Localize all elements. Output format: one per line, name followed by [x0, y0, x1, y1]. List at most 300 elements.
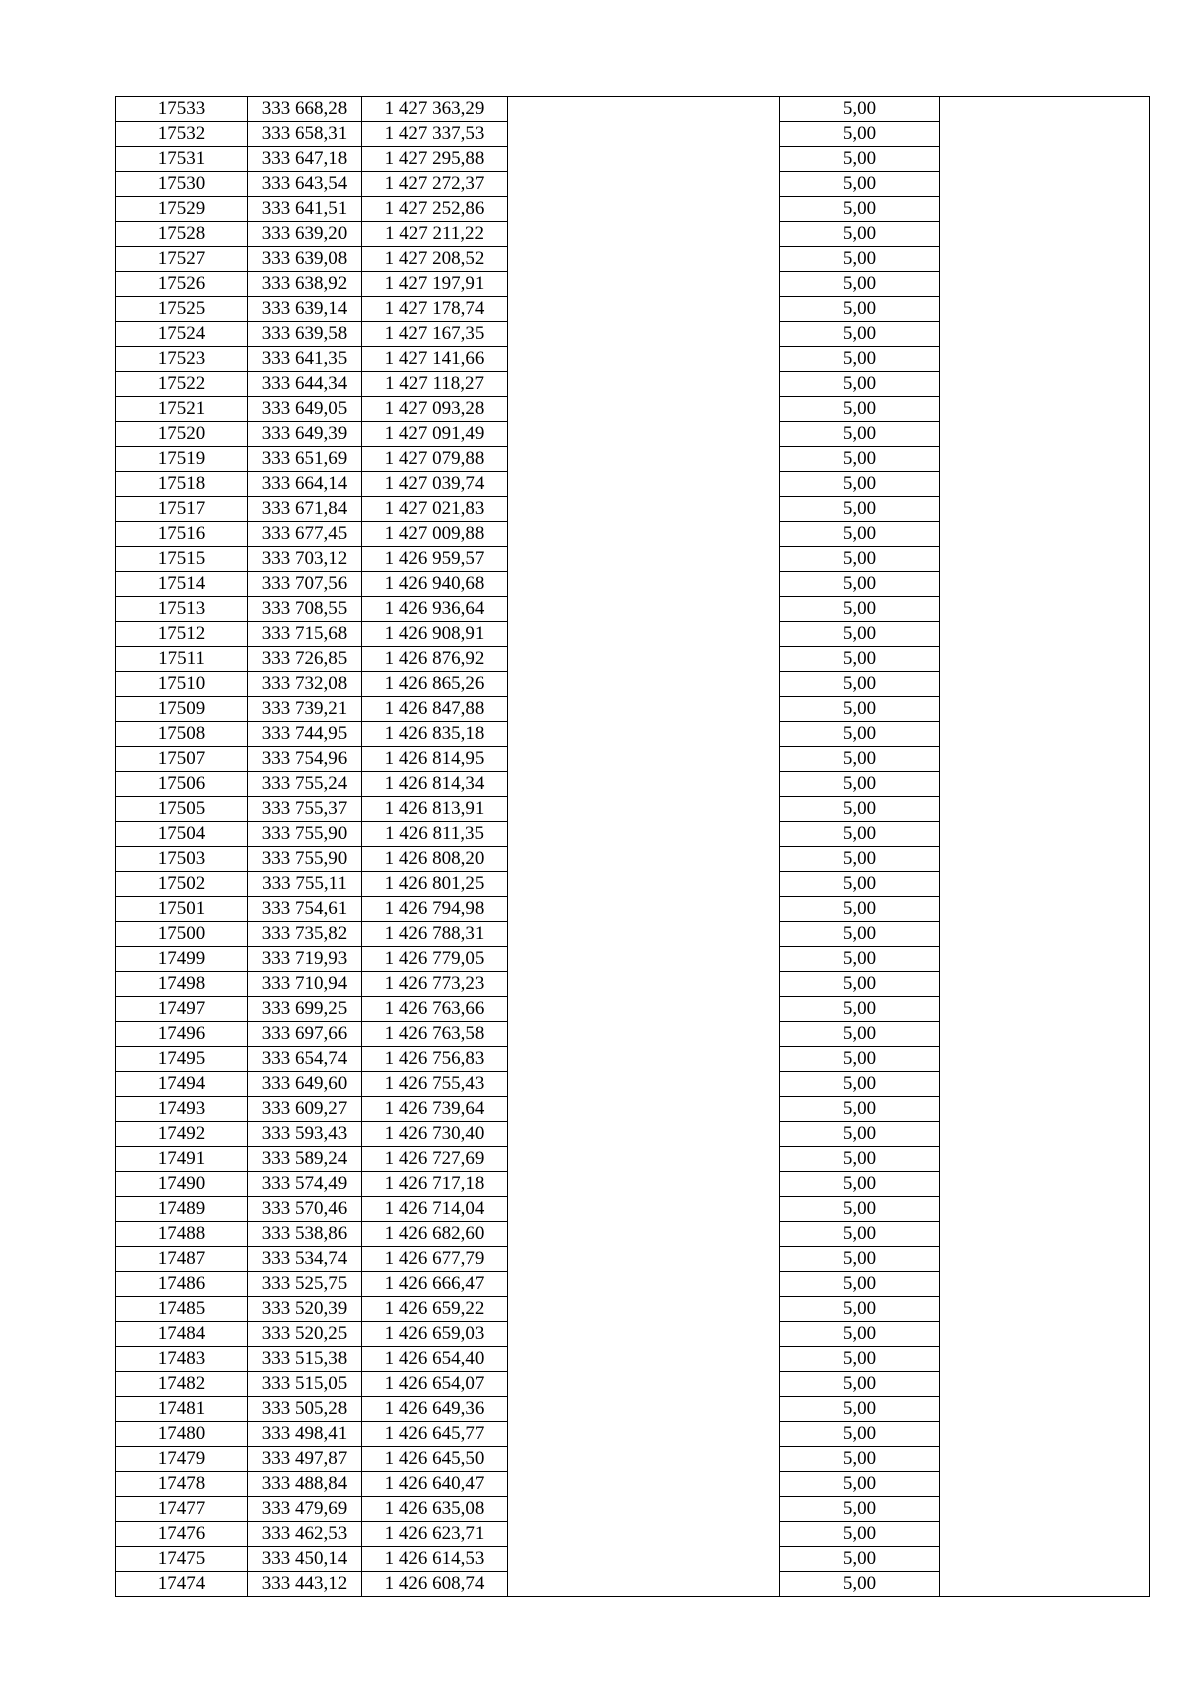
y-coordinate-cell: 1 426 814,34: [362, 772, 508, 797]
empty-cell: [508, 322, 780, 347]
empty-cell: [508, 1422, 780, 1447]
value-cell: 5,00: [780, 297, 940, 322]
x-coordinate-cell: 333 649,39: [248, 422, 362, 447]
empty-cell: [508, 1522, 780, 1547]
table-row: [116, 622, 1150, 647]
empty-cell: [940, 147, 1150, 172]
y-coordinate-cell: 1 427 009,88: [362, 522, 508, 547]
y-coordinate-cell: 1 427 295,88: [362, 147, 508, 172]
x-coordinate-cell: 333 735,82: [248, 922, 362, 947]
x-coordinate-cell: 333 641,51: [248, 197, 362, 222]
x-coordinate-cell: 333 515,38: [248, 1347, 362, 1372]
value-cell: 5,00: [780, 272, 940, 297]
x-coordinate-cell: 333 497,87: [248, 1447, 362, 1472]
value-cell: 5,00: [780, 372, 940, 397]
x-coordinate-cell: 333 647,18: [248, 147, 362, 172]
empty-cell: [940, 272, 1150, 297]
value-cell: 5,00: [780, 1572, 940, 1597]
y-coordinate-cell: 1 426 730,40: [362, 1122, 508, 1147]
point-number-cell: 17480: [116, 1422, 248, 1447]
point-number-cell: 17506: [116, 772, 248, 797]
y-coordinate-cell: 1 426 940,68: [362, 572, 508, 597]
x-coordinate-cell: 333 715,68: [248, 622, 362, 647]
table-row: [116, 997, 1150, 1022]
y-coordinate-cell: 1 427 178,74: [362, 297, 508, 322]
table-row: [116, 722, 1150, 747]
y-coordinate-cell: 1 426 794,98: [362, 897, 508, 922]
value-cell: 5,00: [780, 1147, 940, 1172]
table-row: [116, 1222, 1150, 1247]
empty-cell: [508, 1247, 780, 1272]
point-number-cell: 17533: [116, 97, 248, 122]
table-row: [116, 772, 1150, 797]
empty-cell: [508, 247, 780, 272]
point-number-cell: 17512: [116, 622, 248, 647]
point-number-cell: 17502: [116, 872, 248, 897]
empty-cell: [940, 1147, 1150, 1172]
y-coordinate-cell: 1 426 635,08: [362, 1497, 508, 1522]
table-row: [116, 97, 1150, 122]
empty-cell: [940, 772, 1150, 797]
y-coordinate-cell: 1 427 021,83: [362, 497, 508, 522]
x-coordinate-cell: 333 593,43: [248, 1122, 362, 1147]
value-cell: 5,00: [780, 1297, 940, 1322]
point-number-cell: 17518: [116, 472, 248, 497]
value-cell: 5,00: [780, 447, 940, 472]
x-coordinate-cell: 333 703,12: [248, 547, 362, 572]
x-coordinate-cell: 333 479,69: [248, 1497, 362, 1522]
value-cell: 5,00: [780, 622, 940, 647]
empty-cell: [508, 1272, 780, 1297]
empty-cell: [508, 1322, 780, 1347]
empty-cell: [508, 647, 780, 672]
empty-cell: [508, 197, 780, 222]
x-coordinate-cell: 333 664,14: [248, 472, 362, 497]
x-coordinate-cell: 333 726,85: [248, 647, 362, 672]
y-coordinate-cell: 1 426 808,20: [362, 847, 508, 872]
y-coordinate-cell: 1 426 763,58: [362, 1022, 508, 1047]
empty-cell: [508, 172, 780, 197]
empty-cell: [508, 347, 780, 372]
empty-cell: [940, 1247, 1150, 1272]
value-cell: 5,00: [780, 897, 940, 922]
empty-cell: [940, 1572, 1150, 1597]
table-row: [116, 872, 1150, 897]
y-coordinate-cell: 1 426 682,60: [362, 1222, 508, 1247]
empty-cell: [508, 772, 780, 797]
point-number-cell: 17529: [116, 197, 248, 222]
table-row: [116, 1522, 1150, 1547]
empty-cell: [940, 1547, 1150, 1572]
table-row: [116, 522, 1150, 547]
y-coordinate-cell: 1 427 118,27: [362, 372, 508, 397]
table-row: [116, 247, 1150, 272]
y-coordinate-cell: 1 426 763,66: [362, 997, 508, 1022]
value-cell: 5,00: [780, 1072, 940, 1097]
point-number-cell: 17489: [116, 1197, 248, 1222]
empty-cell: [940, 922, 1150, 947]
x-coordinate-cell: 333 644,34: [248, 372, 362, 397]
empty-cell: [508, 597, 780, 622]
value-cell: 5,00: [780, 497, 940, 522]
x-coordinate-cell: 333 639,58: [248, 322, 362, 347]
y-coordinate-cell: 1 426 847,88: [362, 697, 508, 722]
value-cell: 5,00: [780, 1097, 940, 1122]
point-number-cell: 17491: [116, 1147, 248, 1172]
value-cell: 5,00: [780, 1047, 940, 1072]
value-cell: 5,00: [780, 1372, 940, 1397]
value-cell: 5,00: [780, 722, 940, 747]
table-row: [116, 122, 1150, 147]
empty-cell: [940, 1497, 1150, 1522]
empty-cell: [940, 1172, 1150, 1197]
point-number-cell: 17490: [116, 1172, 248, 1197]
y-coordinate-cell: 1 426 727,69: [362, 1147, 508, 1172]
empty-cell: [940, 647, 1150, 672]
value-cell: 5,00: [780, 1172, 940, 1197]
y-coordinate-cell: 1 426 739,64: [362, 1097, 508, 1122]
coordinates-table: [115, 96, 1150, 1597]
empty-cell: [940, 397, 1150, 422]
empty-cell: [940, 1372, 1150, 1397]
empty-cell: [940, 197, 1150, 222]
point-number-cell: 17477: [116, 1497, 248, 1522]
point-number-cell: 17478: [116, 1472, 248, 1497]
point-number-cell: 17509: [116, 697, 248, 722]
y-coordinate-cell: 1 426 677,79: [362, 1247, 508, 1272]
y-coordinate-cell: 1 427 208,52: [362, 247, 508, 272]
point-number-cell: 17531: [116, 147, 248, 172]
point-number-cell: 17501: [116, 897, 248, 922]
point-number-cell: 17513: [116, 597, 248, 622]
point-number-cell: 17527: [116, 247, 248, 272]
empty-cell: [508, 1222, 780, 1247]
point-number-cell: 17475: [116, 1547, 248, 1572]
value-cell: 5,00: [780, 1322, 940, 1347]
table-row: [116, 1547, 1150, 1572]
y-coordinate-cell: 1 427 211,22: [362, 222, 508, 247]
value-cell: 5,00: [780, 822, 940, 847]
point-number-cell: 17497: [116, 997, 248, 1022]
empty-cell: [508, 797, 780, 822]
x-coordinate-cell: 333 697,66: [248, 1022, 362, 1047]
point-number-cell: 17520: [116, 422, 248, 447]
empty-cell: [940, 222, 1150, 247]
table-row: [116, 1472, 1150, 1497]
table-row: [116, 1172, 1150, 1197]
value-cell: 5,00: [780, 922, 940, 947]
empty-cell: [508, 1172, 780, 1197]
empty-cell: [940, 1397, 1150, 1422]
table-row: [116, 372, 1150, 397]
table-row: [116, 172, 1150, 197]
empty-cell: [940, 1447, 1150, 1472]
value-cell: 5,00: [780, 1247, 940, 1272]
table-row: [116, 547, 1150, 572]
empty-cell: [940, 422, 1150, 447]
x-coordinate-cell: 333 538,86: [248, 1222, 362, 1247]
value-cell: 5,00: [780, 197, 940, 222]
x-coordinate-cell: 333 520,25: [248, 1322, 362, 1347]
empty-cell: [508, 1572, 780, 1597]
empty-cell: [508, 1147, 780, 1172]
value-cell: 5,00: [780, 472, 940, 497]
y-coordinate-cell: 1 427 197,91: [362, 272, 508, 297]
point-number-cell: 17500: [116, 922, 248, 947]
table-row: [116, 297, 1150, 322]
x-coordinate-cell: 333 643,54: [248, 172, 362, 197]
empty-cell: [508, 472, 780, 497]
empty-cell: [508, 622, 780, 647]
y-coordinate-cell: 1 426 801,25: [362, 872, 508, 897]
empty-cell: [940, 1472, 1150, 1497]
empty-cell: [508, 822, 780, 847]
table-row: [116, 1072, 1150, 1097]
x-coordinate-cell: 333 739,21: [248, 697, 362, 722]
empty-cell: [940, 847, 1150, 872]
point-number-cell: 17507: [116, 747, 248, 772]
empty-cell: [940, 1022, 1150, 1047]
empty-cell: [940, 1347, 1150, 1372]
y-coordinate-cell: 1 427 093,28: [362, 397, 508, 422]
point-number-cell: 17522: [116, 372, 248, 397]
value-cell: 5,00: [780, 972, 940, 997]
table-row: [116, 1097, 1150, 1122]
point-number-cell: 17511: [116, 647, 248, 672]
x-coordinate-cell: 333 732,08: [248, 672, 362, 697]
table-row: [116, 797, 1150, 822]
y-coordinate-cell: 1 426 640,47: [362, 1472, 508, 1497]
value-cell: 5,00: [780, 772, 940, 797]
point-number-cell: 17525: [116, 297, 248, 322]
point-number-cell: 17494: [116, 1072, 248, 1097]
table-row: [116, 322, 1150, 347]
empty-cell: [940, 597, 1150, 622]
value-cell: 5,00: [780, 222, 940, 247]
y-coordinate-cell: 1 427 337,53: [362, 122, 508, 147]
table-row: [116, 822, 1150, 847]
x-coordinate-cell: 333 450,14: [248, 1547, 362, 1572]
x-coordinate-cell: 333 488,84: [248, 1472, 362, 1497]
value-cell: 5,00: [780, 122, 940, 147]
point-number-cell: 17479: [116, 1447, 248, 1472]
x-coordinate-cell: 333 638,92: [248, 272, 362, 297]
y-coordinate-cell: 1 427 272,37: [362, 172, 508, 197]
empty-cell: [940, 447, 1150, 472]
table-row: [116, 1397, 1150, 1422]
x-coordinate-cell: 333 462,53: [248, 1522, 362, 1547]
value-cell: 5,00: [780, 872, 940, 897]
point-number-cell: 17485: [116, 1297, 248, 1322]
y-coordinate-cell: 1 426 811,35: [362, 822, 508, 847]
value-cell: 5,00: [780, 1422, 940, 1447]
empty-cell: [940, 322, 1150, 347]
y-coordinate-cell: 1 426 654,40: [362, 1347, 508, 1372]
x-coordinate-cell: 333 534,74: [248, 1247, 362, 1272]
point-number-cell: 17481: [116, 1397, 248, 1422]
x-coordinate-cell: 333 677,45: [248, 522, 362, 547]
table-row: [116, 1247, 1150, 1272]
y-coordinate-cell: 1 426 623,71: [362, 1522, 508, 1547]
empty-cell: [508, 922, 780, 947]
empty-cell: [508, 1547, 780, 1572]
empty-cell: [508, 872, 780, 897]
point-number-cell: 17505: [116, 797, 248, 822]
value-cell: 5,00: [780, 847, 940, 872]
y-coordinate-cell: 1 426 645,50: [362, 1447, 508, 1472]
empty-cell: [940, 297, 1150, 322]
point-number-cell: 17504: [116, 822, 248, 847]
point-number-cell: 17508: [116, 722, 248, 747]
x-coordinate-cell: 333 651,69: [248, 447, 362, 472]
empty-cell: [940, 897, 1150, 922]
empty-cell: [508, 422, 780, 447]
x-coordinate-cell: 333 520,39: [248, 1297, 362, 1322]
y-coordinate-cell: 1 427 091,49: [362, 422, 508, 447]
empty-cell: [940, 522, 1150, 547]
y-coordinate-cell: 1 427 363,29: [362, 97, 508, 122]
value-cell: 5,00: [780, 1122, 940, 1147]
empty-cell: [508, 1347, 780, 1372]
table-row: [116, 1272, 1150, 1297]
value-cell: 5,00: [780, 1197, 940, 1222]
point-number-cell: 17482: [116, 1372, 248, 1397]
empty-cell: [940, 797, 1150, 822]
value-cell: 5,00: [780, 247, 940, 272]
value-cell: 5,00: [780, 172, 940, 197]
empty-cell: [940, 747, 1150, 772]
value-cell: 5,00: [780, 1022, 940, 1047]
empty-cell: [508, 1197, 780, 1222]
value-cell: 5,00: [780, 572, 940, 597]
point-number-cell: 17532: [116, 122, 248, 147]
table-row: [116, 447, 1150, 472]
point-number-cell: 17483: [116, 1347, 248, 1372]
y-coordinate-cell: 1 426 908,91: [362, 622, 508, 647]
table-row: [116, 422, 1150, 447]
x-coordinate-cell: 333 707,56: [248, 572, 362, 597]
y-coordinate-cell: 1 427 252,86: [362, 197, 508, 222]
point-number-cell: 17524: [116, 322, 248, 347]
empty-cell: [940, 997, 1150, 1022]
y-coordinate-cell: 1 426 959,57: [362, 547, 508, 572]
y-coordinate-cell: 1 427 039,74: [362, 472, 508, 497]
empty-cell: [940, 1322, 1150, 1347]
point-number-cell: 17514: [116, 572, 248, 597]
empty-cell: [940, 122, 1150, 147]
point-number-cell: 17523: [116, 347, 248, 372]
x-coordinate-cell: 333 589,24: [248, 1147, 362, 1172]
empty-cell: [940, 622, 1150, 647]
empty-cell: [508, 897, 780, 922]
point-number-cell: 17516: [116, 522, 248, 547]
value-cell: 5,00: [780, 322, 940, 347]
value-cell: 5,00: [780, 747, 940, 772]
x-coordinate-cell: 333 744,95: [248, 722, 362, 747]
empty-cell: [940, 1072, 1150, 1097]
value-cell: 5,00: [780, 697, 940, 722]
x-coordinate-cell: 333 525,75: [248, 1272, 362, 1297]
x-coordinate-cell: 333 699,25: [248, 997, 362, 1022]
y-coordinate-cell: 1 426 814,95: [362, 747, 508, 772]
empty-cell: [940, 1197, 1150, 1222]
point-number-cell: 17503: [116, 847, 248, 872]
table-row: [116, 1197, 1150, 1222]
value-cell: 5,00: [780, 1272, 940, 1297]
x-coordinate-cell: 333 639,20: [248, 222, 362, 247]
empty-cell: [508, 1497, 780, 1522]
value-cell: 5,00: [780, 422, 940, 447]
point-number-cell: 17486: [116, 1272, 248, 1297]
x-coordinate-cell: 333 719,93: [248, 947, 362, 972]
x-coordinate-cell: 333 755,90: [248, 847, 362, 872]
empty-cell: [940, 172, 1150, 197]
y-coordinate-cell: 1 427 141,66: [362, 347, 508, 372]
y-coordinate-cell: 1 426 788,31: [362, 922, 508, 947]
point-number-cell: 17515: [116, 547, 248, 572]
empty-cell: [508, 1097, 780, 1122]
table-row: [116, 972, 1150, 997]
value-cell: 5,00: [780, 1522, 940, 1547]
table-row: [116, 1422, 1150, 1447]
empty-cell: [508, 1472, 780, 1497]
empty-cell: [940, 247, 1150, 272]
x-coordinate-cell: 333 755,90: [248, 822, 362, 847]
y-coordinate-cell: 1 426 865,26: [362, 672, 508, 697]
table-row: [116, 1447, 1150, 1472]
table-row: [116, 397, 1150, 422]
table-row: [116, 272, 1150, 297]
x-coordinate-cell: 333 755,24: [248, 772, 362, 797]
y-coordinate-cell: 1 426 666,47: [362, 1272, 508, 1297]
point-number-cell: 17487: [116, 1247, 248, 1272]
x-coordinate-cell: 333 755,37: [248, 797, 362, 822]
y-coordinate-cell: 1 426 876,92: [362, 647, 508, 672]
point-number-cell: 17530: [116, 172, 248, 197]
x-coordinate-cell: 333 708,55: [248, 597, 362, 622]
point-number-cell: 17488: [116, 1222, 248, 1247]
table-row: [116, 572, 1150, 597]
y-coordinate-cell: 1 426 649,36: [362, 1397, 508, 1422]
empty-cell: [508, 1372, 780, 1397]
empty-cell: [508, 222, 780, 247]
y-coordinate-cell: 1 426 835,18: [362, 722, 508, 747]
table-row: [116, 847, 1150, 872]
empty-cell: [940, 872, 1150, 897]
point-number-cell: 17493: [116, 1097, 248, 1122]
table-row: [116, 1047, 1150, 1072]
empty-cell: [940, 1297, 1150, 1322]
point-number-cell: 17474: [116, 1572, 248, 1597]
empty-cell: [940, 947, 1150, 972]
empty-cell: [940, 1047, 1150, 1072]
empty-cell: [508, 547, 780, 572]
empty-cell: [508, 722, 780, 747]
empty-cell: [508, 747, 780, 772]
x-coordinate-cell: 333 654,74: [248, 1047, 362, 1072]
x-coordinate-cell: 333 443,12: [248, 1572, 362, 1597]
empty-cell: [940, 572, 1150, 597]
value-cell: 5,00: [780, 97, 940, 122]
x-coordinate-cell: 333 649,60: [248, 1072, 362, 1097]
value-cell: 5,00: [780, 397, 940, 422]
point-number-cell: 17521: [116, 397, 248, 422]
y-coordinate-cell: 1 426 659,03: [362, 1322, 508, 1347]
empty-cell: [508, 297, 780, 322]
point-number-cell: 17517: [116, 497, 248, 522]
x-coordinate-cell: 333 755,11: [248, 872, 362, 897]
empty-cell: [508, 1397, 780, 1422]
